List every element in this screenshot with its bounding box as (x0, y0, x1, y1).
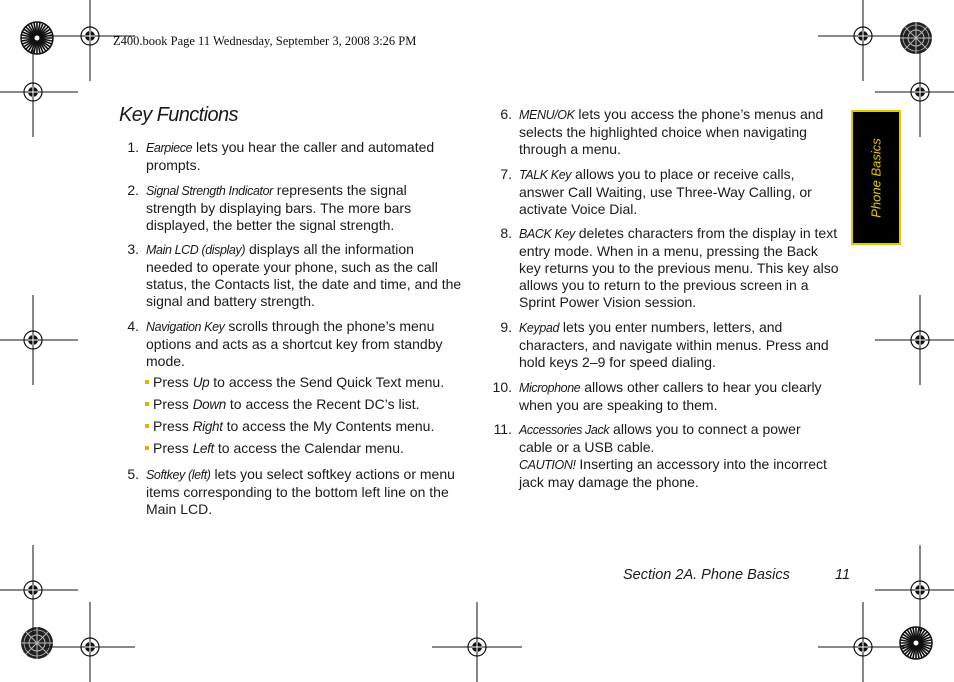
bullet-square-icon (145, 424, 149, 428)
bullet-item: Press Right to access the My Contents menu. (145, 418, 434, 435)
item-number: 11. (493, 421, 512, 437)
section-side-tab (851, 110, 901, 245)
item-number: 10. (492, 379, 512, 395)
item-term: Microphone (519, 381, 581, 395)
item-term: Signal Strength Indicator (146, 184, 273, 198)
item-number: 4. (127, 318, 139, 334)
item-term: TALK Key (519, 168, 572, 182)
item-term: Accessories Jack (519, 423, 610, 437)
item-term: Earpiece (146, 141, 193, 155)
page-title: Key Functions (119, 104, 238, 126)
item-number: 7. (500, 166, 512, 182)
item-number: 9. (500, 319, 512, 335)
item-number: 6. (500, 106, 512, 122)
item-term: Navigation Key (146, 320, 225, 334)
footer-section: Section 2A. Phone Basics (623, 567, 790, 583)
item-number: 2. (127, 182, 139, 198)
bullet-item: Press Left to access the Calendar menu. (145, 440, 404, 457)
bullet-square-icon (145, 446, 149, 450)
page-number: 11 (835, 567, 851, 583)
item-number: 3. (127, 241, 139, 257)
item-term: MENU/OK (519, 108, 575, 122)
item-number: 1. (127, 139, 139, 155)
bullet-item: Press Up to access the Send Quick Text menu. (145, 374, 444, 391)
side-tab-label: Phone Basics (868, 137, 884, 218)
item-term: Softkey (left) (146, 468, 211, 482)
item-term: Main LCD (display) (146, 243, 246, 257)
item-number: 5. (127, 466, 139, 482)
item-number: 8. (500, 225, 512, 241)
bullet-square-icon (145, 402, 149, 406)
item-term: BACK Key (519, 227, 575, 241)
item-term: Keypad (519, 321, 559, 335)
bullet-item: Press Down to access the Recent DC’s list. (145, 396, 420, 413)
caution-label: CAUTION! (519, 458, 576, 472)
print-header: Z400.book Page 11 Wednesday, September 3, 2008 3:26 PM (113, 34, 417, 48)
bullet-square-icon (145, 380, 149, 384)
